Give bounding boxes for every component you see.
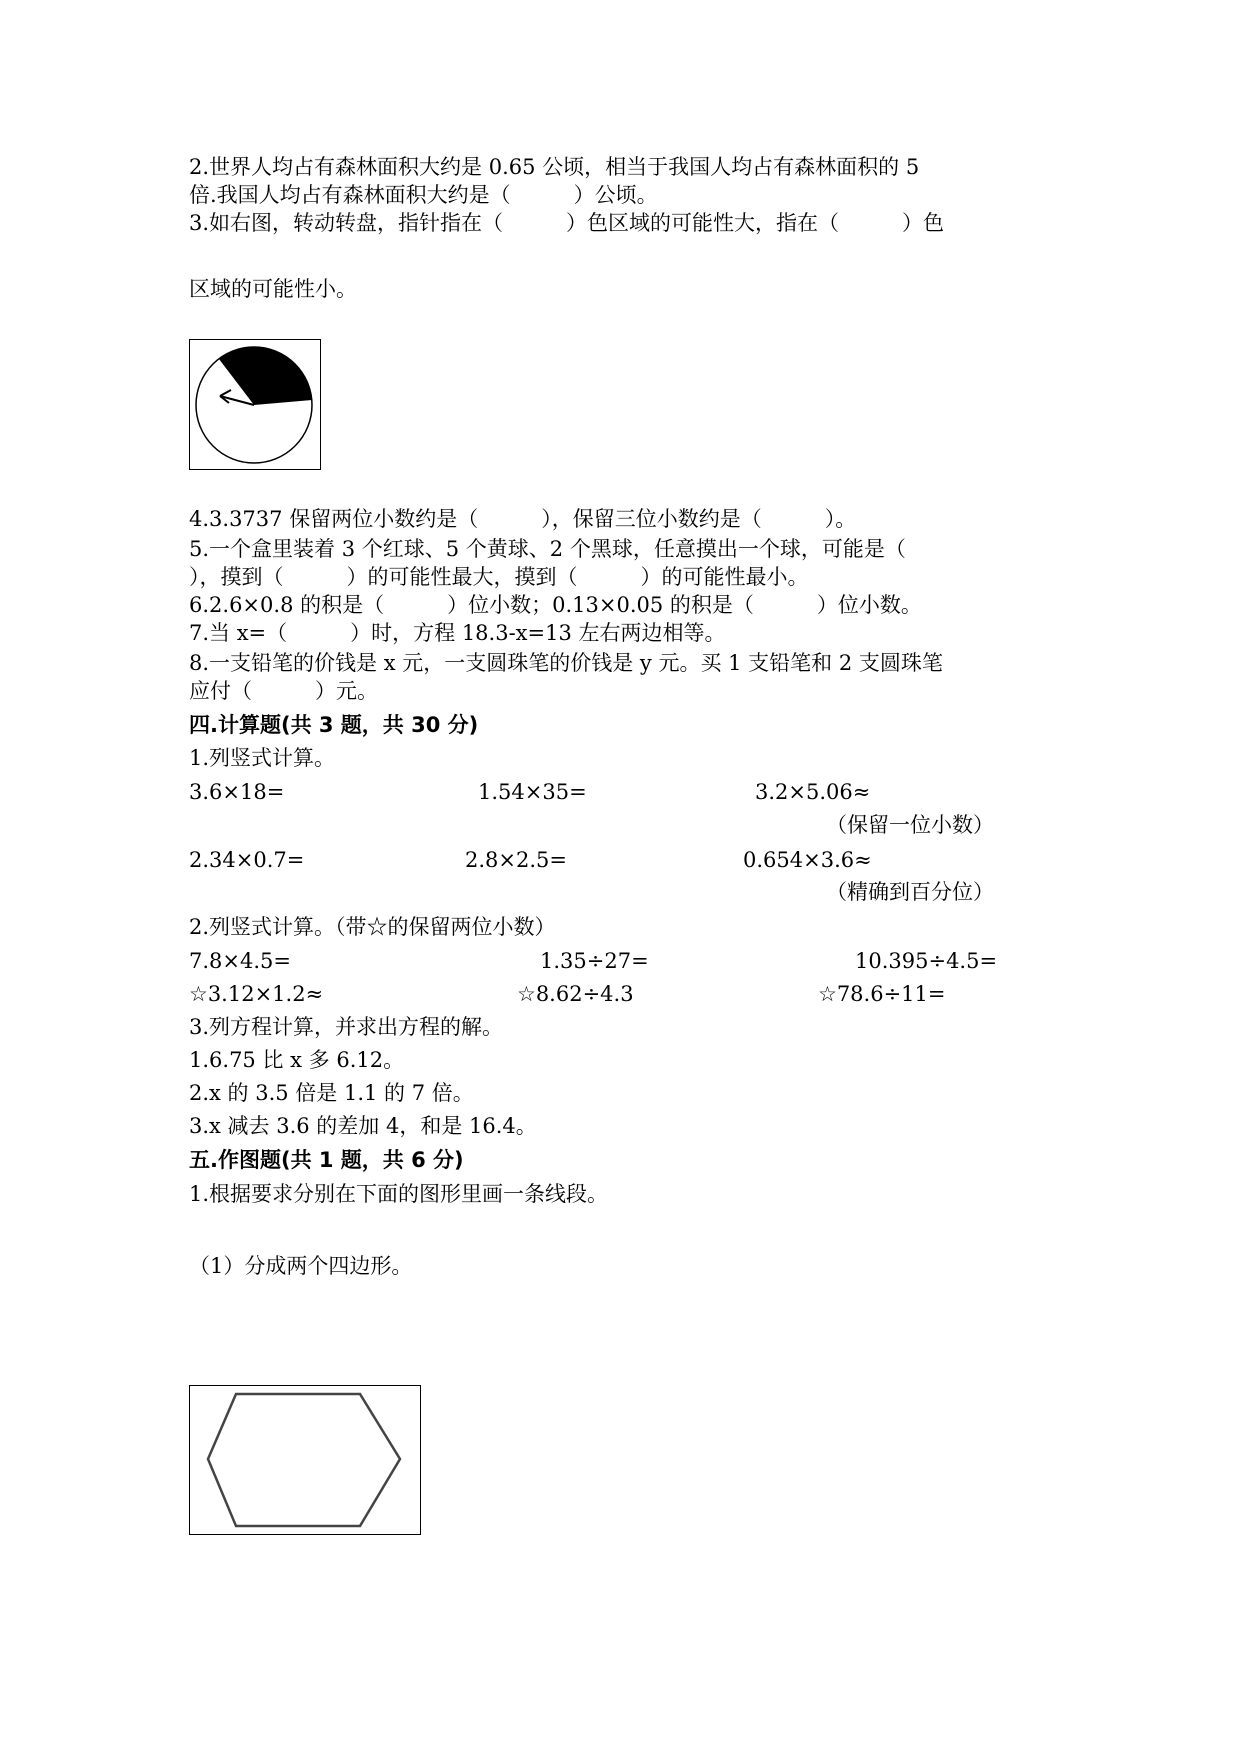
p3-item3: 3.x 减去 3.6 的差加 4，和是 16.4。 xyxy=(189,1114,537,1138)
p1-row2-item3: 0.654×3.6≈ xyxy=(743,848,872,872)
p2-row2-item3: ☆78.6÷11= xyxy=(818,982,946,1006)
p1-row2-item2: 2.8×2.5= xyxy=(465,848,567,872)
section5-q1: 1.根据要求分别在下面的图形里画一条线段。 xyxy=(189,1182,609,1206)
p2-row1-item3: 10.395÷4.5= xyxy=(855,949,998,973)
p2-row2-item2: ☆8.62÷4.3 xyxy=(517,982,634,1006)
q8-line2: 应付（ ）元。 xyxy=(189,679,378,703)
p1-title: 1.列竖式计算。 xyxy=(189,746,336,770)
section5-sub1: （1）分成两个四边形。 xyxy=(189,1254,413,1278)
q7: 7.当 x=（ ）时，方程 18.3-x=13 左右两边相等。 xyxy=(189,621,726,645)
q2-line2: 倍.我国人均占有森林面积大约是（ ）公顷。 xyxy=(189,183,658,207)
hexagon-figure xyxy=(189,1385,421,1535)
section5-heading: 五.作图题(共 1 题，共 6 分) xyxy=(189,1148,464,1172)
p1-note2: （精确到百分位） xyxy=(826,880,994,904)
p1-note1: （保留一位小数） xyxy=(826,813,994,837)
q3-line2: 区域的可能性小。 xyxy=(189,277,357,301)
q3-line1: 3.如右图，转动转盘，指针指在（ ）色区域的可能性大，指在（ ）色 xyxy=(189,211,945,235)
q5-line1: 5.一个盒里装着 3 个红球、5 个黄球、2 个黑球，任意摸出一个球，可能是（ xyxy=(189,537,906,561)
hexagon-icon xyxy=(190,1386,419,1533)
p1-row1-item1: 3.6×18= xyxy=(189,780,285,804)
q6: 6.2.6×0.8 的积是（ ）位小数；0.13×0.05 的积是（ ）位小数。 xyxy=(189,593,922,617)
p3-title: 3.列方程计算，并求出方程的解。 xyxy=(189,1015,504,1039)
p3-item2: 2.x 的 3.5 倍是 1.1 的 7 倍。 xyxy=(189,1081,474,1105)
q2-line1: 2.世界人均占有森林面积大约是 0.65 公顷，相当于我国人均占有森林面积的 5 xyxy=(189,155,920,179)
p2-row2-item1: ☆3.12×1.2≈ xyxy=(189,982,324,1006)
p2-row1-item1: 7.8×4.5= xyxy=(189,949,291,973)
section4-heading: 四.计算题(共 3 题，共 30 分) xyxy=(189,713,479,737)
p1-row1-item3: 3.2×5.06≈ xyxy=(755,780,871,804)
p1-row1-item2: 1.54×35= xyxy=(478,780,587,804)
p3-item1: 1.6.75 比 x 多 6.12。 xyxy=(189,1048,405,1072)
p2-row1-item2: 1.35÷27= xyxy=(540,949,649,973)
p1-row2-item1: 2.34×0.7= xyxy=(189,848,305,872)
spinner-figure xyxy=(189,339,321,470)
p2-title: 2.列竖式计算。（带☆的保留两位小数） xyxy=(189,915,556,939)
spinner-wheel-icon xyxy=(190,340,319,468)
q4: 4.3.3737 保留两位小数约是（ ），保留三位小数约是（ ）。 xyxy=(189,507,857,531)
q5-line2: ），摸到（ ）的可能性最大，摸到（ ）的可能性最小。 xyxy=(189,565,809,589)
q8-line1: 8.一支铅笔的价钱是 x 元，一支圆珠笔的价钱是 y 元。买 1 支铅笔和 2 支圆珠笔 xyxy=(189,651,943,675)
